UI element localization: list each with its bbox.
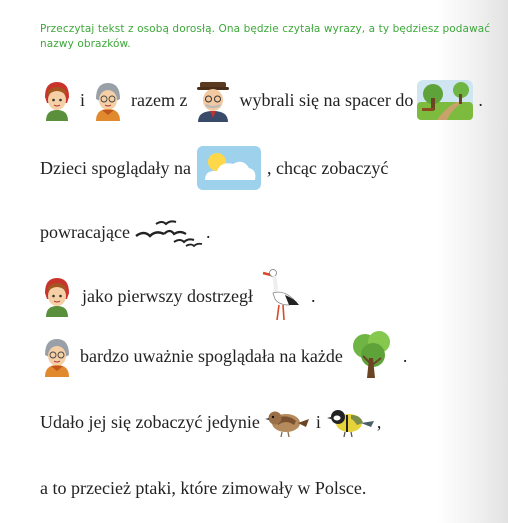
stork-icon xyxy=(259,265,303,321)
instruction-text: Przeczytaj tekst z osobą dorosłą. Ona będzie czytała wyrazy, a ty będziesz podawać nazwy obrazków. xyxy=(40,23,491,50)
story-line-1 xyxy=(40,78,483,122)
line-1-text-1: i xyxy=(80,89,86,110)
boy-icon xyxy=(40,275,74,317)
tree-icon xyxy=(349,328,395,380)
story-line-3 xyxy=(40,210,210,254)
story-line-7 xyxy=(40,466,366,510)
line-7-text-1: a to przecież ptaki, które zimowały w Polsce. xyxy=(40,477,367,498)
grandpa-icon xyxy=(193,78,233,122)
story-line-5 xyxy=(40,334,407,378)
birds-flock-icon xyxy=(134,214,204,250)
line-1-text-4: . xyxy=(478,89,483,110)
line-4-text-1: jako pierwszy dostrzegł xyxy=(82,285,253,306)
line-2-text-2: , chcąc zobaczyć xyxy=(266,157,389,178)
story-line-2 xyxy=(40,146,388,190)
grandma-icon xyxy=(91,79,125,121)
grandma-icon xyxy=(40,335,74,377)
line-6-text-2: i xyxy=(315,411,321,432)
story-line-6 xyxy=(40,400,381,444)
line-5-text-1: bardzo uważnie spoglądała na każde xyxy=(80,345,343,366)
line-2-text-1: Dzieci spoglądały na xyxy=(40,157,191,178)
line-4-text-2: . xyxy=(310,285,316,306)
line-5-text-2: . xyxy=(402,345,408,366)
sparrow-icon xyxy=(264,405,310,439)
story-line-4 xyxy=(40,274,315,318)
line-6-text-3: , xyxy=(376,411,382,432)
line-6-text-1: Udało jej się zobaczyć jedynie xyxy=(40,411,260,432)
sky-icon xyxy=(197,146,261,190)
tit-bird-icon xyxy=(327,405,375,439)
park-icon xyxy=(417,80,473,120)
line-1-text-2: razem z xyxy=(131,89,188,110)
line-1-text-3: wybrali się na spacer do xyxy=(239,89,414,110)
boy-icon xyxy=(40,79,74,121)
line-3-text-2: . xyxy=(205,221,211,242)
line-3-text-1: powracające xyxy=(40,221,130,242)
